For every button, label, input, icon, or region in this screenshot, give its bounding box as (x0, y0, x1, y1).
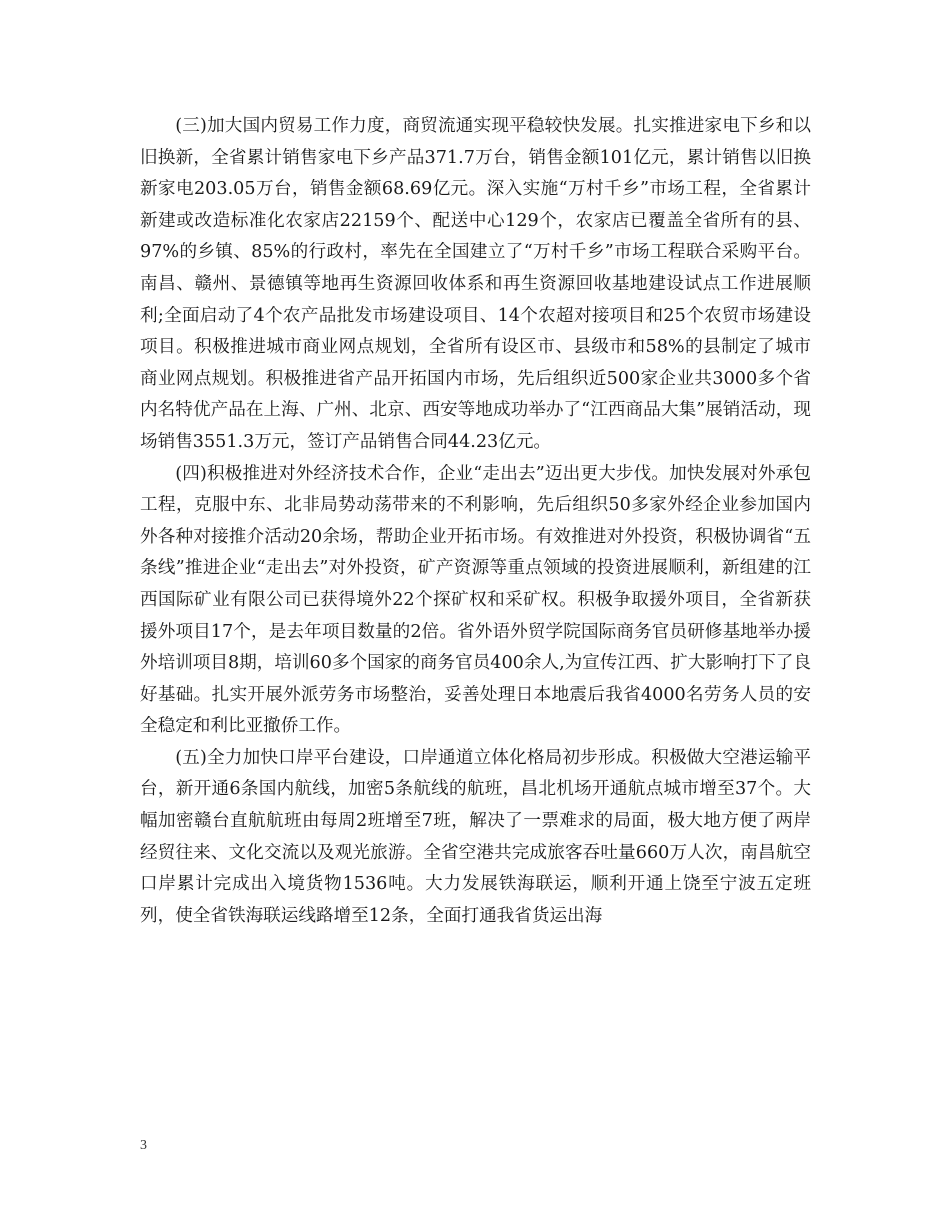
document-body (140, 111, 811, 932)
paragraph-domestic-trade: (三)加大国内贸易工作力度，商贸流通实现平稳较快发展。扎实推进家电下乡和以旧换新，全省累计销售家电下乡产品371.7万台，销售金额101亿元，累计销售以旧换新家电203.05万台，销售金额68.69亿元。深入实施“万村千乡”市场工程，全省累计新建或改造标准化农家店22159个、配送中心129个，农家店已覆盖全省所有的县、97%的乡镇、85%的行政村，率先在全国建立了“万村千乡”市场工程联合采购平台。南昌、赣州、景德镇等地再生资源回收体系和再生资源回收基地建设试点工作进展顺利;全面启动了4个农产品批发市场建设项目、14个农超对接项目和25个农贸市场建设项目。积极推进城市商业网点规划，全省所有设区市、县级市和58%的县制定了城市商业网点规划。积极推进省产品开拓国内市场，先后组织近500家企业共3000多个省内名特优产品在上海、广州、北京、西安等地成功举办了“江西商品大集”展销活动，现场销售3551.3万元，签订产品销售合同44.23亿元。 (140, 116, 811, 452)
paragraph-foreign-cooperation: (四)积极推进对外经济技术合作，企业“走出去”迈出更大步伐。加快发展对外承包工程，克服中东、北非局势动荡带来的不利影响，先后组织50多家外经企业参加国内外各种对接推介活动20余场，帮助企业开拓市场。有效推进对外投资，积极协调省“五条线”推进企业“走出去”对外投资，矿产资源等重点领域的投资进展顺利，新组建的江西国际矿业有限公司已获得境外22个探矿权和采矿权。积极争取援外项目，全省新获援外项目17个，是去年项目数量的2倍。省外语外贸学院国际商务官员研修基地举办援外培训项目8期，培训60多个国家的商务官员400余人,为宣传江西、扩大影响打下了良好基础。扎实开展外派劳务市场整治，妥善处理日本地震后我省4000名劳务人员的安全稳定和利比亚撤侨工作。 (140, 463, 811, 737)
page-number: 3 (140, 1138, 147, 1153)
paragraph-port-platform: (五)全力加快口岸平台建设，口岸通道立体化格局初步形成。积极做大空港运输平台，新开通6条国内航线，加密5条航线的航班，昌北机场开通航点城市增至37个。大幅加密赣台直航航班由每周2班增至7班，解决了一票难求的局面，极大地方便了两岸经贸往来、文化交流以及观光旅游。全省空港共完成旅客吞吐量660万人次，南昌航空口岸累计完成出入境货物1536吨。大力发展铁海联运，顺利开通上饶至宁波五定班列，使全省铁海联运线路增至12条，全面打通我省货运出海 (140, 747, 811, 926)
